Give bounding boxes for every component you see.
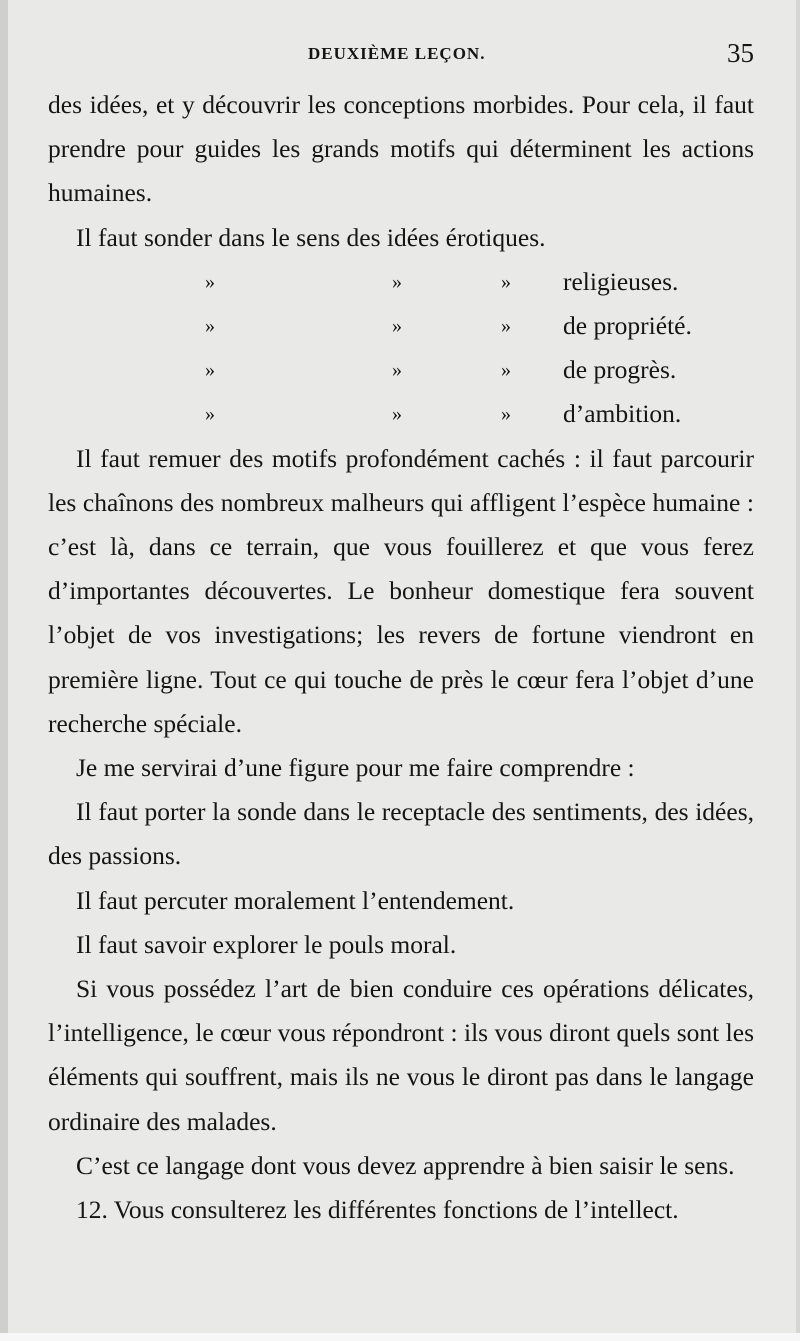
ditto-mark: »	[501, 403, 511, 426]
paragraph-percuter: Il faut percuter moralement l’entendement.	[76, 885, 515, 915]
ditto-mark: »	[205, 403, 215, 426]
ditto-row	[48, 304, 754, 348]
ditto-mark: »	[501, 359, 511, 382]
ditto-mark: »	[501, 315, 511, 337]
scan-edge-left	[0, 0, 8, 1341]
ditto-word: religieuses.	[563, 266, 679, 296]
paragraph-possedez: Si vous possédez l’art de bien conduire ces opérations délicates, l’intelligence, le cœur vous répondront : ils vous diront quels sont les éléments qui souffrent, mais ils ne vous le diront pas dans le langage ordinaire des malades.	[48, 974, 754, 1136]
scan-edge-right	[796, 0, 800, 1341]
page-number: 35	[727, 38, 754, 68]
ditto-row	[48, 348, 754, 392]
ditto-mark: »	[205, 315, 215, 337]
running-head: DEUXIÈME LEÇON.	[308, 44, 486, 63]
paragraph-sonde: Il faut porter la sonde dans le receptacle des sentiments, des idées, des passions.	[48, 797, 754, 871]
ditto-mark: »	[205, 270, 215, 293]
ditto-mark: »	[392, 403, 402, 426]
paragraph-consulterez: 12. Vous consulterez les différentes fonctions de l’intellect.	[76, 1195, 679, 1225]
ditto-row	[48, 260, 754, 304]
ditto-mark: »	[392, 315, 402, 337]
ditto-mark: »	[392, 359, 402, 382]
ditto-mark: »	[501, 270, 511, 293]
ditto-word: de progrès.	[563, 355, 677, 385]
ditto-mark: »	[205, 359, 215, 382]
paragraph-pouls: Il faut savoir explorer le pouls moral.	[76, 929, 457, 959]
ditto-row	[48, 392, 754, 436]
ditto-mark: »	[392, 270, 402, 293]
body-text	[48, 83, 754, 1232]
paragraph-sonder: Il faut sonder dans le sens des idées érotiques.	[76, 222, 546, 252]
paragraph-langage: C’est ce langage dont vous devez apprendre à bien saisir le sens.	[76, 1150, 735, 1180]
scan-edge-bottom	[0, 1333, 800, 1341]
paragraph-intro: des idées, et y découvrir les conceptions morbides. Pour cela, il faut prendre pour guides les grands motifs qui déterminent les actions humaines.	[48, 90, 754, 208]
ditto-word: d’ambition.	[563, 399, 682, 429]
paragraph-figure: Je me servirai d’une figure pour me faire comprendre :	[76, 752, 635, 782]
ditto-word: de propriété.	[563, 311, 692, 340]
page-header	[48, 38, 754, 72]
paragraph-remuer: Il faut remuer des motifs profondément cachés : il faut parcourir les chaînons des nombreux malheurs qui affligent l’espèce humaine : c’est là, dans ce terrain, que vous fouillerez et que vous ferez d’importantes découvertes. Le bonheur domestique fera souvent l’objet de vos investigations; les revers de fortune viendront en première ligne. Tout ce qui touche de près le cœur fera l’objet d’une recherche spéciale.	[48, 443, 754, 738]
